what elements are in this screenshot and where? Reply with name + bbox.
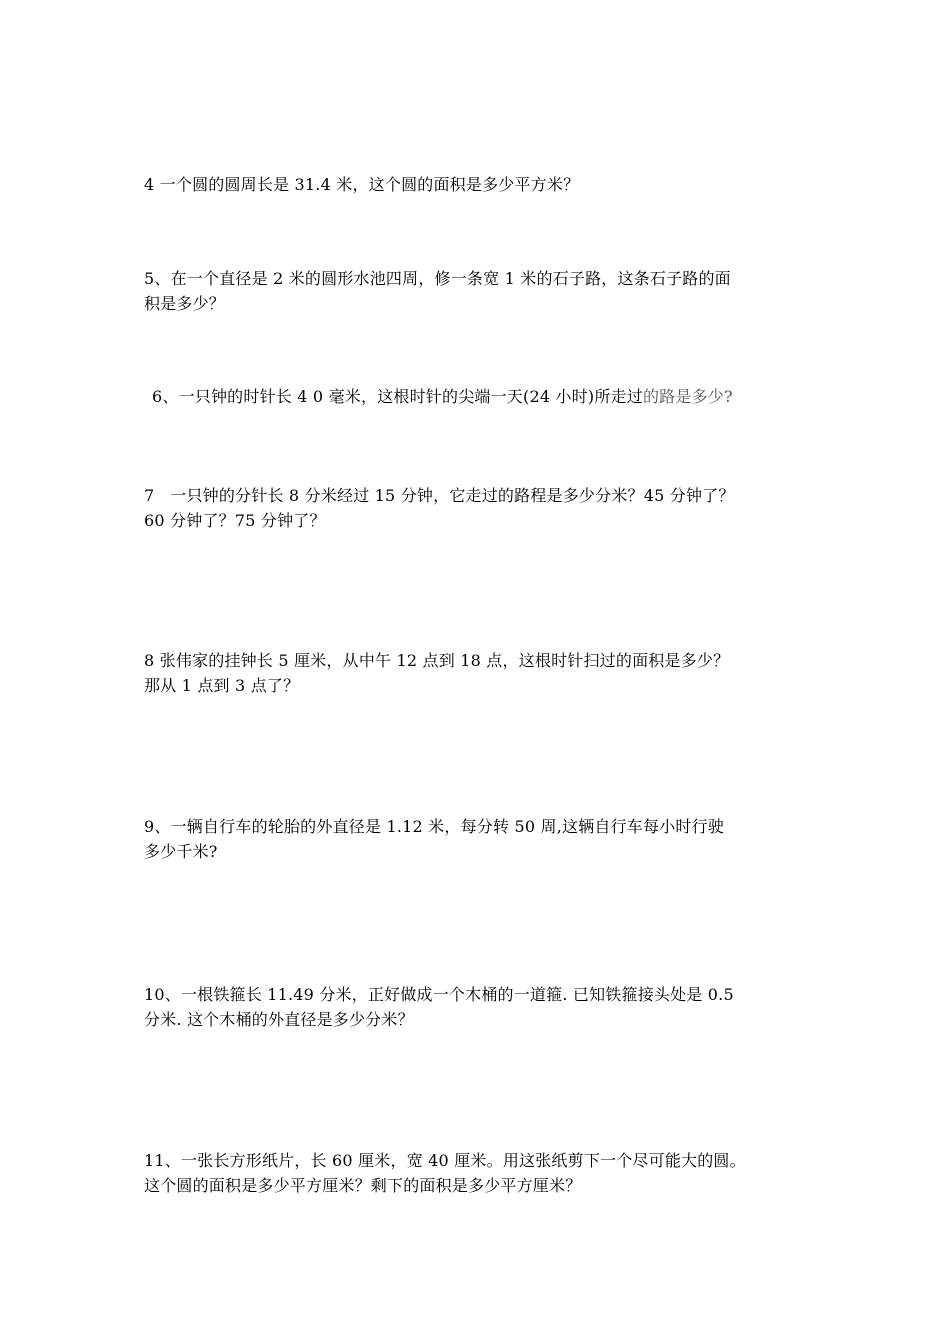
problem-8: [144, 648, 824, 698]
problem-7-line-2: 60 分钟了？75 分钟了？: [144, 511, 326, 530]
problem-4-line-1: 4 一个圆的圆周长是 31.4 米，这个圆的面积是多少平方米？: [144, 175, 580, 194]
problem-7-line-1: 7 一只钟的分针长 8 分米经过 15 分钟，它走过的路程是多少分米？45 分钟了？: [144, 486, 735, 505]
problem-9-line-1: 9、一辆自行车的轮胎的外直径是 1.12 米，每分转 50 周,这辆自行车每小时行驶: [144, 817, 724, 836]
problem-6: [152, 384, 832, 409]
problem-10-line-2: 分米. 这个木桶的外直径是多少分米？: [144, 1010, 414, 1029]
problem-8-line-1: 8 张伟家的挂钟长 5 厘米，从中午 12 点到 18 点，这根时针扫过的面积是多少？: [144, 651, 730, 670]
problem-6-text: 6、一只钟的时针长 4 0 毫米，这根时针的尖端一天(24 小时)所走过: [152, 387, 643, 406]
problem-4: [144, 172, 824, 197]
problem-11-line-1: 11、一张长方形纸片，长 60 厘米，宽 40 厘米。用这张纸剪下一个尽可能大的圆。: [144, 1151, 746, 1170]
problem-11: [144, 1148, 824, 1198]
problem-6-line-1: [152, 384, 832, 409]
problem-10: [144, 982, 824, 1032]
problem-7: [144, 483, 824, 533]
problem-11-line-2: 这个圆的面积是多少平方厘米？剩下的面积是多少平方厘米？: [144, 1176, 582, 1195]
problem-9-line-2: 多少千米?: [144, 842, 218, 861]
problem-5-line-1: 5、在一个直径是 2 米的圆形水池四周，修一条宽 1 米的石子路，这条石子路的面: [144, 269, 731, 288]
problem-8-line-2: 那从 1 点到 3 点了？: [144, 676, 300, 695]
problem-9: [144, 814, 824, 864]
problem-6-tail: 的路是多少?: [642, 387, 733, 406]
problem-10-line-1: 10、一根铁箍长 11.49 分米，正好做成一个木桶的一道箍. 已知铁箍接头处是 0.5: [144, 985, 734, 1004]
problem-5-line-2: 积是多少？: [144, 294, 226, 313]
problem-5: [144, 266, 824, 316]
